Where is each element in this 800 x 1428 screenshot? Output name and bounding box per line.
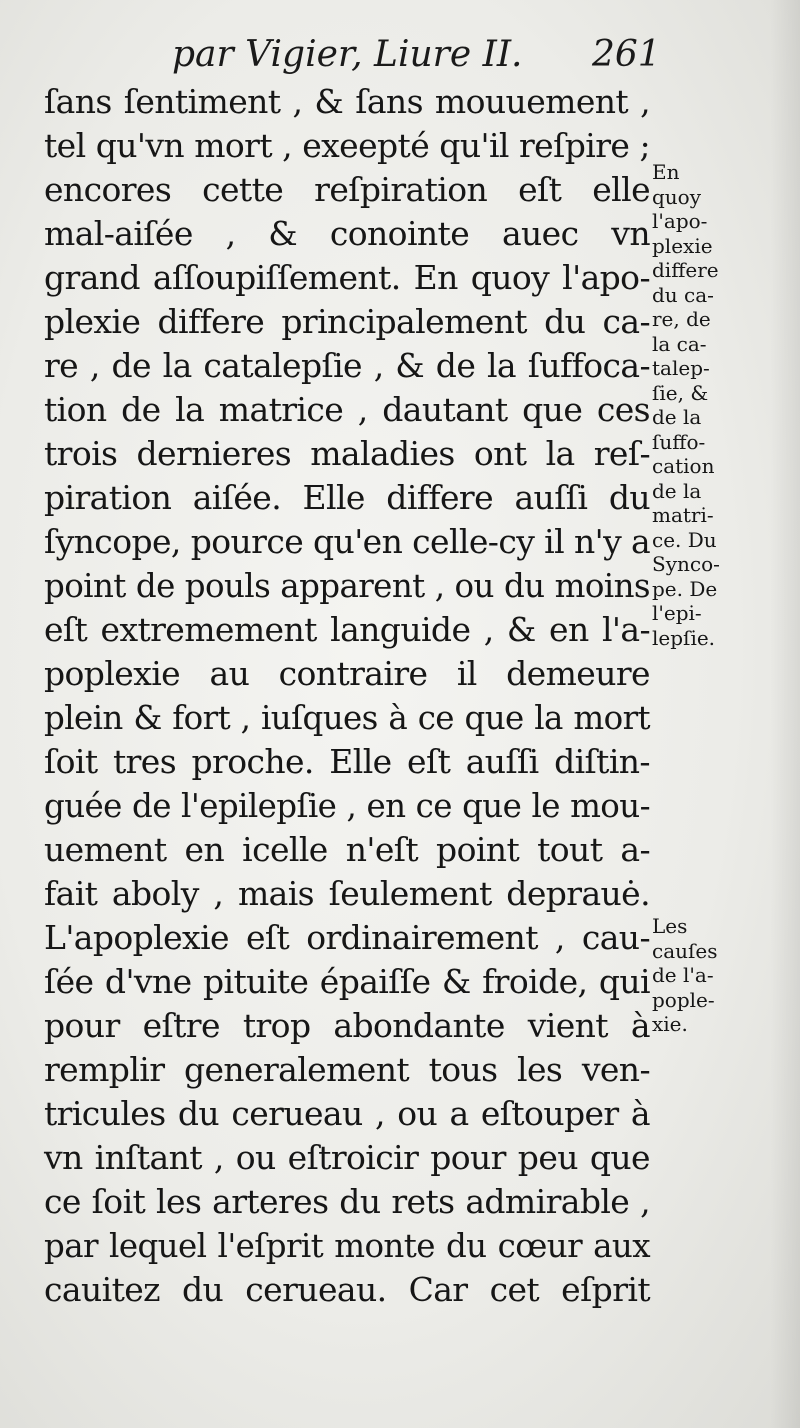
- marginal-note-line: la ca-: [652, 331, 707, 356]
- marginal-note-line: quoy: [652, 184, 702, 209]
- text-line: remplir generalement tous les ven-: [44, 1050, 650, 1089]
- marginal-note-line: cation: [652, 454, 715, 478]
- text-line: poplexie au contraire il demeure: [44, 654, 650, 693]
- marginal-note-line: ce. Du: [652, 527, 717, 552]
- text-line: ce ſoit les arteres du rets admirable ,: [44, 1182, 650, 1221]
- text-line: encores cette reſpiration eſt elle: [44, 170, 650, 209]
- marginal-note-line: Les: [652, 914, 688, 938]
- page-number: 261: [592, 34, 661, 75]
- marginal-note-line: plexie: [652, 233, 713, 258]
- text-line: mal-aiſée , & conointe auec vn: [44, 214, 650, 253]
- text-line: ſée d'vne pituite épaiſſe & froide, qui: [44, 962, 650, 1001]
- marginal-note-line: de la: [652, 478, 702, 503]
- text-line: tricules du cerueau , ou a eſtouper à: [44, 1094, 650, 1133]
- marginal-note-line: lepſie.: [652, 625, 716, 650]
- text-line: tel qu'vn mort , exeepté qu'il reſpire ;: [44, 126, 650, 165]
- marginal-note-line: du ca-: [652, 282, 714, 307]
- text-line: guée de l'epilepſie , en ce que le mou-: [44, 787, 650, 825]
- running-title: par Vigier, Liure II.: [172, 34, 523, 75]
- text-line: re , de la catalepſie , & de la ſuffoca-: [44, 346, 650, 385]
- text-line: pour eſtre trop abondante vient à: [44, 1006, 650, 1045]
- marginal-note-line: de l'a-: [652, 963, 714, 987]
- page-header: [0, 34, 800, 84]
- marginal-note-line: xie.: [652, 1012, 688, 1036]
- marginal-note-line: En: [652, 160, 680, 184]
- marginal-note-line: pople-: [652, 987, 715, 1012]
- marginal-note-line: pe. De: [652, 576, 718, 601]
- marginal-note-line: talep-: [652, 356, 710, 380]
- text-line: uement en icelle n'eſt point tout a-: [44, 830, 650, 869]
- text-line: grand aſſoupiſſement. En quoy l'apo-: [44, 258, 650, 297]
- text-line: plexie differe principalement du ca-: [44, 302, 650, 341]
- text-line: trois dernieres maladies ont la reſ-: [44, 434, 650, 473]
- text-line: fait aboly , mais ſeulement deprauė.: [44, 874, 650, 913]
- marginal-note-line: ſuffo-: [652, 429, 706, 454]
- text-line: vn inſtant , ou eſtroicir pour peu que: [44, 1138, 650, 1177]
- text-line: ſoit tres proche. Elle eſt auſſi diſtin-: [44, 742, 650, 781]
- text-line: point de pouls apparent , ou du moins: [44, 567, 650, 605]
- marginal-note-line: matri-: [652, 503, 714, 527]
- marginal-note-line: cauſes: [652, 938, 718, 963]
- text-line: L'apoplexie eſt ordinairement , cau-: [44, 918, 650, 957]
- text-line: ſans ſentiment , & ſans mouuement ,: [44, 82, 650, 121]
- marginal-note-line: Synco-: [652, 552, 720, 576]
- page-edge-shadow: [770, 0, 800, 1428]
- marginal-note-line: ſie, &: [652, 380, 709, 405]
- text-line: cauitez du cerueau. Car cet eſprit: [44, 1270, 650, 1309]
- marginal-note-line: l'apo-: [652, 209, 708, 233]
- marginal-note-line: de la: [652, 405, 702, 429]
- marginal-note-line: differe: [652, 258, 719, 282]
- marginal-note-line: re, de: [652, 307, 711, 331]
- marginal-note-line: l'epi-: [652, 601, 702, 625]
- text-line: par lequel l'eſprit monte du cœur aux: [44, 1227, 650, 1265]
- text-line: ſyncope, pource qu'en celle-cy il n'y a: [44, 522, 651, 561]
- body-text: [44, 80, 650, 1312]
- text-line: piration aiſée. Elle differe auſſi du: [44, 478, 650, 517]
- text-line: eſt extremement languide , & en l'a-: [44, 610, 650, 649]
- text-line: tion de la matrice , dautant que ces: [44, 390, 650, 429]
- text-line: plein & fort , iuſques à ce que la mort: [44, 699, 650, 737]
